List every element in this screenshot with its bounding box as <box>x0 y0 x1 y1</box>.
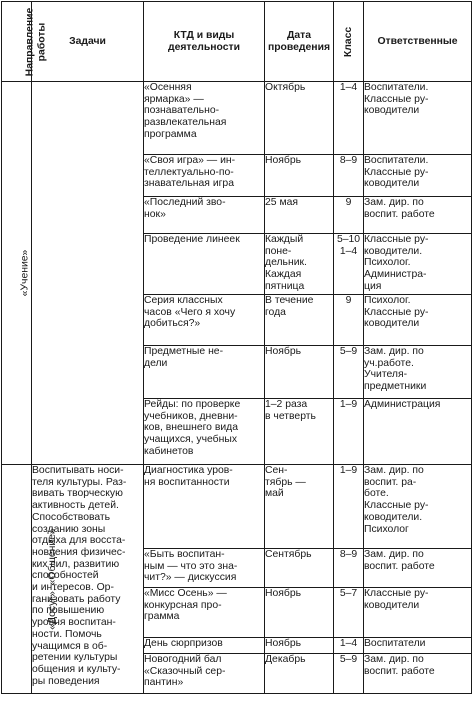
activity-plan-table <box>1 1 472 694</box>
responsible-cell: Администрация <box>364 399 472 465</box>
responsible-cell: Зам. дир. по уч.работе. Учителя- предметники <box>364 346 472 399</box>
header-tasks: Задачи <box>32 2 144 82</box>
responsible-cell: Воспитатели <box>364 638 472 654</box>
header-ktd: КТД и виды деятельности <box>144 2 265 82</box>
direction-label: «Досуг», «Общение» <box>46 528 58 630</box>
grade-cell: 5–10 1–4 <box>334 234 364 295</box>
grade-cell: 1–9 <box>334 465 364 549</box>
responsible-cell: Зам. дир. по воспит. работе <box>364 549 472 588</box>
date-cell: Сентябрь <box>265 549 334 588</box>
responsible-cell: Классные ру- ководители. Психолог. Администра- ция <box>364 234 472 295</box>
activity-cell: День сюрпризов <box>144 638 265 654</box>
direction-cell <box>2 465 58 694</box>
direction-label: «Учение» <box>19 249 31 297</box>
activity-cell: «Осенняя ярмарка» — познавательно- развлекательная программа <box>144 82 265 155</box>
header-date: Дата проведения <box>265 2 334 82</box>
grade-cell: 9 <box>334 295 364 346</box>
tasks-cell: Воспитывать носи- теля культуры. Раз- вивать творческую активность детей. Способствовать созданию зоны отдыха для восста- новления физичес- ких сил, развитию способностей и интересов. Ор- ганизовать работу по повышению уровня воспитан- ности. Помочь учащимся в об- ретении культуры общения и культу- ры поведения <box>32 465 144 694</box>
activity-cell: «Своя игра» — ин- теллектуально-по- знавательная игра <box>144 155 265 197</box>
date-cell: Ноябрь <box>265 638 334 654</box>
responsible-cell: Воспитатели. Классные ру- ководители <box>364 82 472 155</box>
date-cell: Каждый поне- дельник. Каждая пятница <box>265 234 334 295</box>
table-row <box>2 82 472 155</box>
responsible-cell: Психолог. Классные ру- ководители <box>364 295 472 346</box>
table-header-row <box>2 2 472 82</box>
activity-cell: «Быть воспитан- ным — что это зна- чит?» — дискуссия <box>144 549 265 588</box>
date-cell: Ноябрь <box>265 346 334 399</box>
grade-cell: 5–9 <box>334 654 364 694</box>
header-direction: Направление работы <box>2 2 32 82</box>
grade-cell: 1–4 <box>334 82 364 155</box>
grade-cell: 8–9 <box>334 155 364 197</box>
tasks-cell <box>32 82 144 465</box>
grade-cell: 8–9 <box>334 549 364 588</box>
responsible-cell: Зам. дир. по воспит. ра- боте. Классные ру- ководители. Психолог <box>364 465 472 549</box>
table-row <box>2 465 472 549</box>
activity-cell: Проведение линеек <box>144 234 265 295</box>
header-responsible: Ответственные <box>364 2 472 82</box>
activity-cell: Предметные не- дели <box>144 346 265 399</box>
activity-cell: «Мисс Осень» — конкурсная про- грамма <box>144 588 265 638</box>
activity-cell: Серия классных часов «Чего я хочу добиться?» <box>144 295 265 346</box>
date-cell: Октябрь <box>265 82 334 155</box>
date-cell: 25 мая <box>265 197 334 234</box>
date-cell: Ноябрь <box>265 588 334 638</box>
date-cell: В течение года <box>265 295 334 346</box>
activity-cell: «Последний зво- нок» <box>144 197 265 234</box>
grade-cell: 1–9 <box>334 399 364 465</box>
date-cell: Сен- тябрь — май <box>265 465 334 549</box>
activity-cell: Диагностика уров- ня воспитанности <box>144 465 265 549</box>
header-grade: Класс <box>334 2 364 82</box>
activity-cell: Новогодний бал «Сказочный сер- пантин» <box>144 654 265 694</box>
activity-cell: Рейды: по проверке учебников, дневни- ков, внешнего вида учащихся, учебных кабинетов <box>144 399 265 465</box>
responsible-cell: Зам. дир. по воспит. работе <box>364 197 472 234</box>
responsible-cell: Воспитатели. Классные ру- ководители <box>364 155 472 197</box>
date-cell: Декабрь <box>265 654 334 694</box>
direction-cell <box>2 82 32 465</box>
grade-cell: 1–4 <box>334 638 364 654</box>
date-cell: Ноябрь <box>265 155 334 197</box>
grade-cell: 5–7 <box>334 588 364 638</box>
grade-cell: 9 <box>334 197 364 234</box>
responsible-cell: Классные ру- ководители <box>364 588 472 638</box>
date-cell: 1–2 раза в четверть <box>265 399 334 465</box>
grade-cell: 5–9 <box>334 346 364 399</box>
responsible-cell: Зам. дир. по воспит. работе <box>364 654 472 694</box>
